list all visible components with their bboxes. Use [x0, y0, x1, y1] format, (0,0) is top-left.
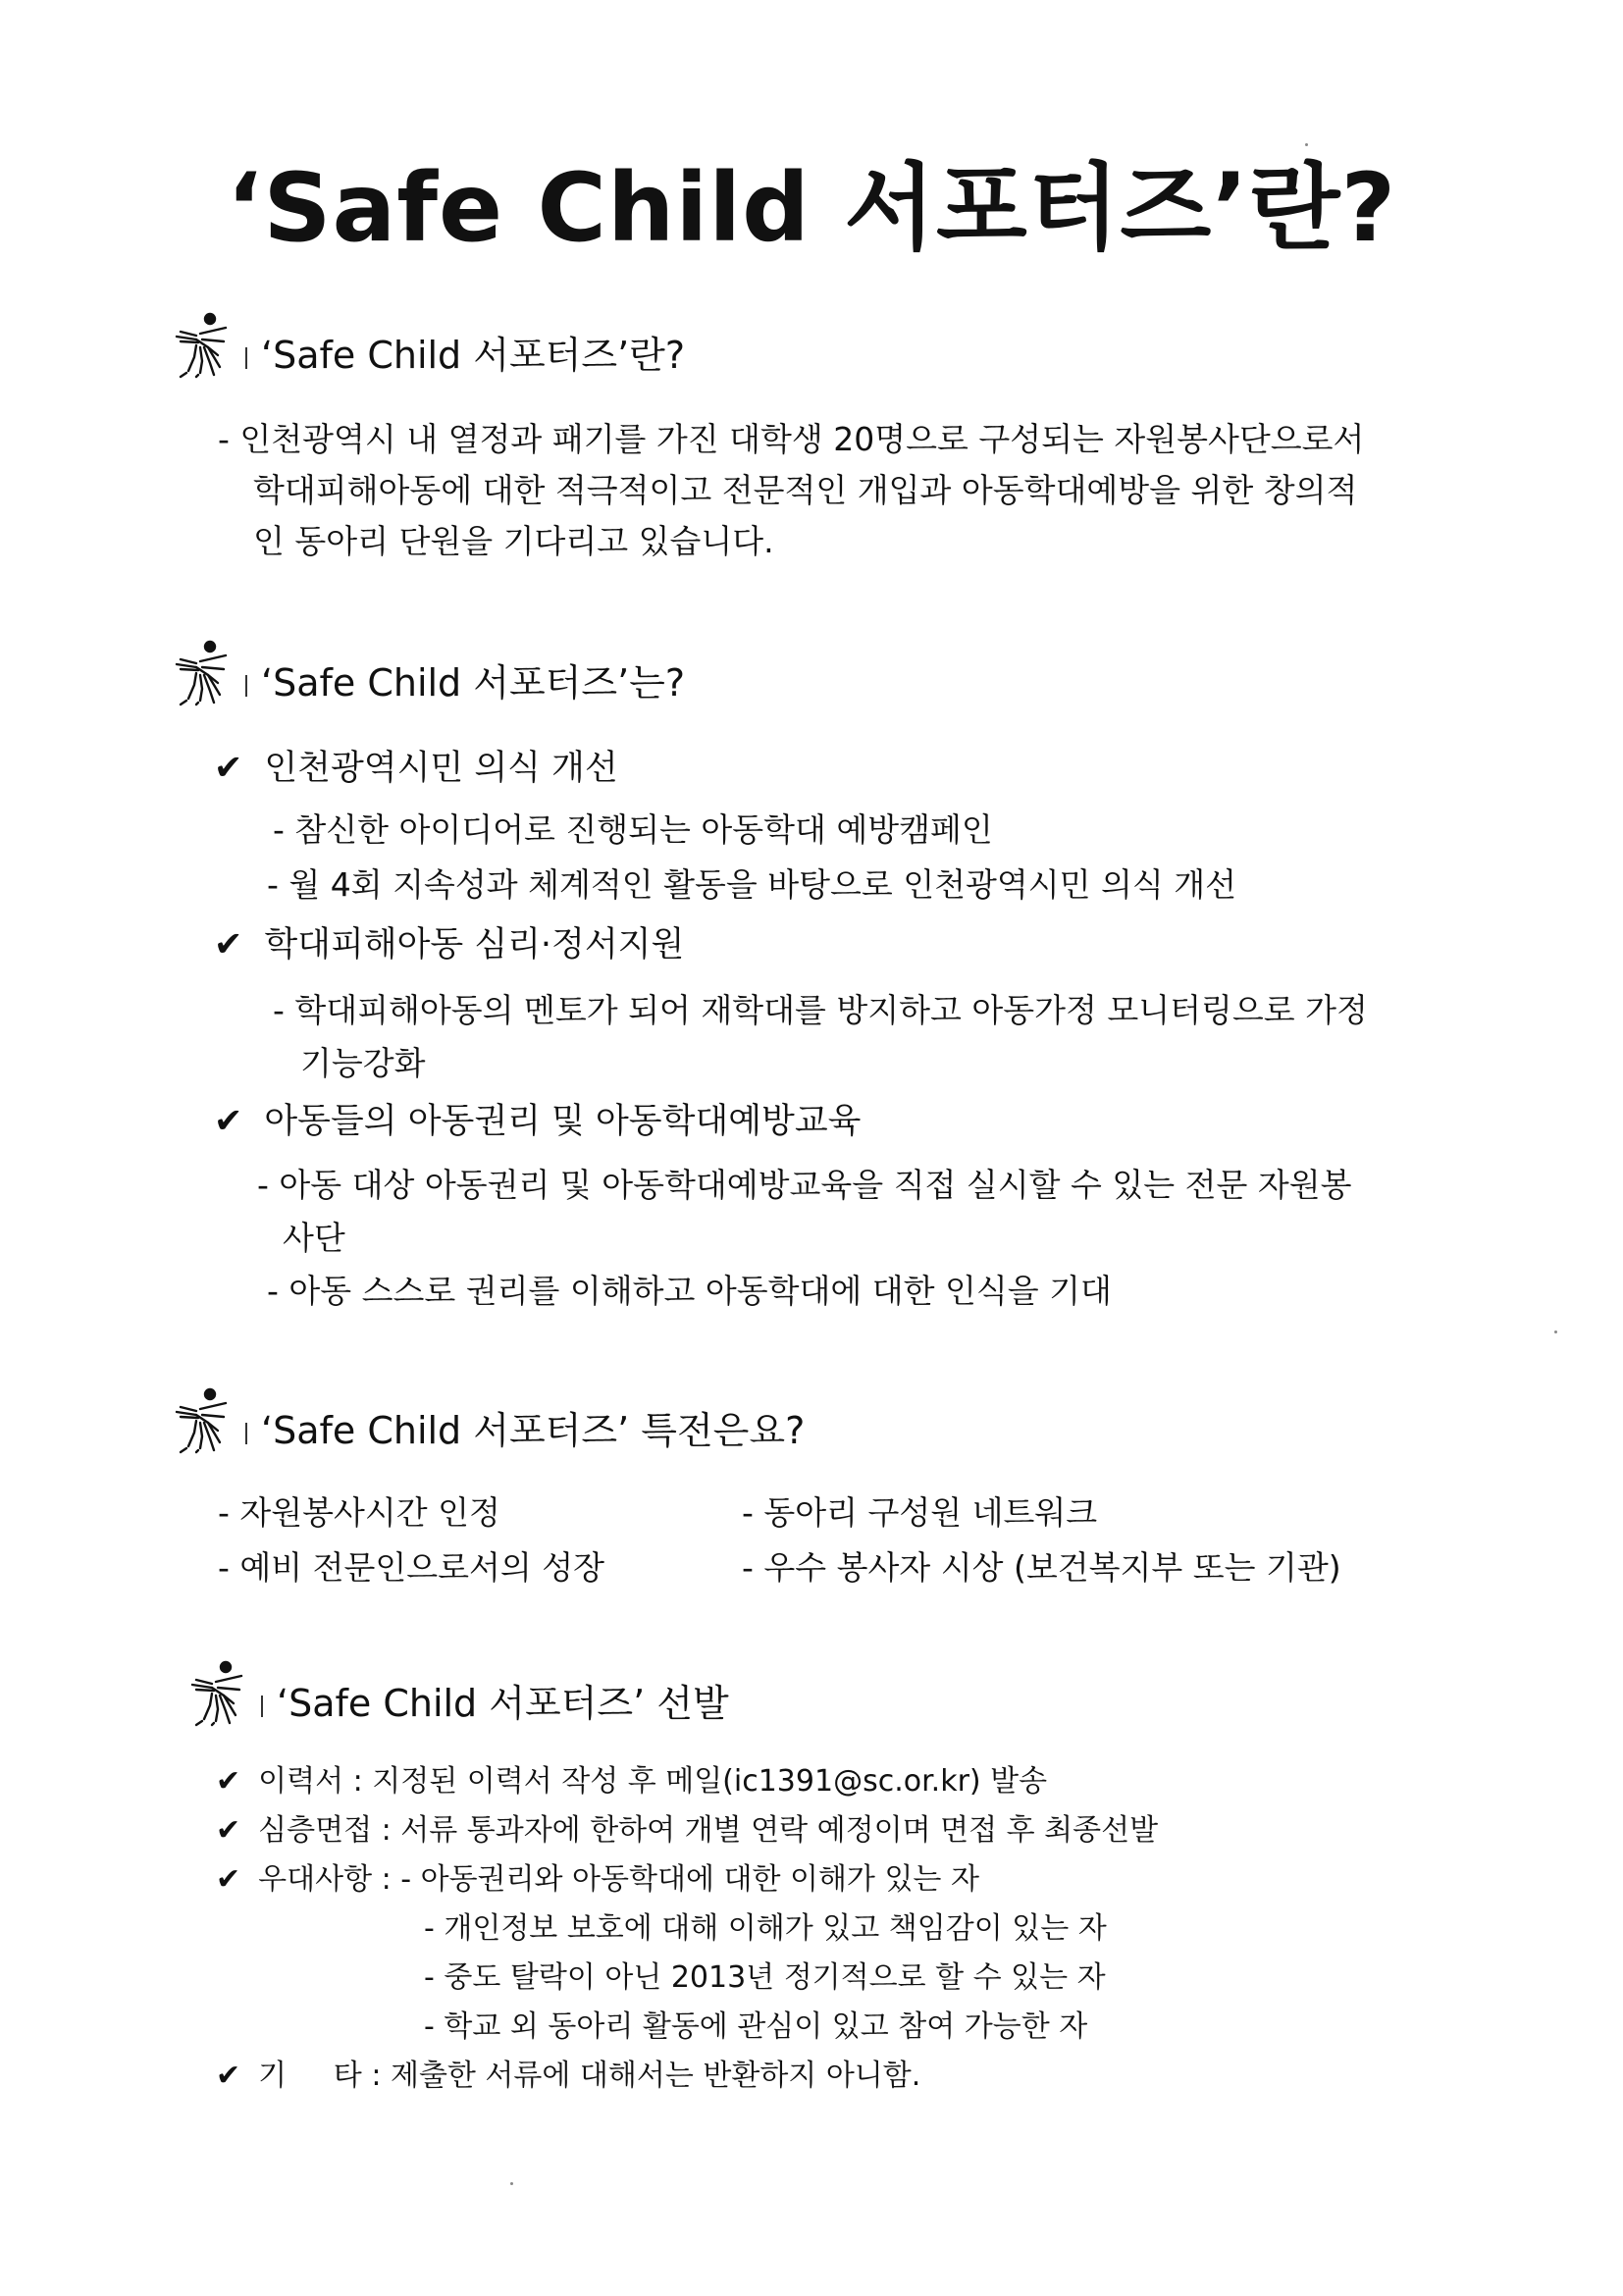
selection-item-etc: [216, 2059, 920, 2094]
dancing-figure-icon: [183, 1658, 255, 1727]
preference-line: - 개인정보 보호에 대해 이해가 있고 책임감이 있는 자: [424, 1911, 1107, 1946]
section-heading-benefits: [167, 1385, 805, 1454]
activity-group-label: 학대피해아동 심리·정서지원: [264, 925, 685, 965]
check-icon: ✔: [214, 925, 243, 965]
scan-speck: [1305, 143, 1308, 146]
activity-detail: - 아동 대상 아동권리 및 아동학대예방교육을 직접 실시할 수 있는 전문 자원봉: [257, 1166, 1352, 1204]
benefit-item: - 자원봉사시간 인정: [218, 1493, 500, 1532]
selection-item-text: 기 타 : 제출한 서류에 대해서는 반환하지 아니함.: [258, 2059, 921, 2093]
check-icon: ✔: [216, 1862, 241, 1897]
check-icon: ✔: [214, 1102, 243, 1141]
section-heading-about: [167, 310, 685, 379]
scan-speck: [510, 2182, 513, 2185]
check-icon: ✔: [216, 1764, 241, 1799]
activity-group-3: [214, 1101, 861, 1142]
dancing-figure-icon: [167, 310, 239, 379]
activity-group-2: [214, 924, 684, 965]
benefit-item: - 우수 봉사자 시상 (보건복지부 또는 기관): [742, 1548, 1341, 1587]
activity-detail: - 월 4회 지속성과 체계적인 활동을 바탕으로 인천광역시민 의식 개선: [267, 865, 1237, 904]
activity-group-label: 인천광역시민 의식 개선: [264, 749, 618, 788]
benefit-item: - 동아리 구성원 네트워크: [742, 1493, 1098, 1532]
selection-item-text: 심층면접 : 서류 통과자에 한하여 개별 연락 예정이며 면접 후 최종선발: [258, 1813, 1159, 1848]
section-heading-text: ‘Safe Child 서포터즈’란?: [261, 334, 686, 378]
activity-group-label: 아동들의 아동권리 및 아동학대예방교육: [264, 1102, 862, 1141]
check-icon: ✔: [216, 2059, 241, 2093]
about-line-2: 학대피해아동에 대한 적극적이고 전문적인 개입과 아동학대예방을 위한 창의적: [253, 471, 1358, 509]
section-heading-text: ‘Safe Child 서포터즈’는?: [261, 661, 686, 705]
activity-detail: - 참신한 아이디어로 진행되는 아동학대 예방캠페인: [273, 810, 993, 849]
selection-item-text: 이력서 : 지정된 이력서 작성 후 메일(ic1391@sc.or.kr) 발송: [258, 1764, 1048, 1799]
check-icon: ✔: [214, 749, 243, 788]
about-line-1: - 인천광역시 내 열정과 패기를 가진 대학생 20명으로 구성되는 자원봉사단으로서: [218, 420, 1365, 458]
activity-group-1: [214, 748, 618, 789]
selection-item-interview: [216, 1813, 1158, 1849]
activity-detail: - 아동 스스로 권리를 이해하고 아동학대에 대한 인식을 기대: [267, 1272, 1112, 1310]
benefit-item: - 예비 전문인으로서의 성장: [218, 1548, 605, 1587]
scan-speck: [1554, 1331, 1557, 1333]
selection-item-preference: [216, 1862, 979, 1898]
activity-detail: 사단: [283, 1219, 345, 1257]
dancing-figure-icon: [167, 638, 239, 706]
preference-line: - 학교 외 동아리 활동에 관심이 있고 참여 가능한 자: [424, 2009, 1088, 2044]
section-heading-text: ‘Safe Child 서포터즈’ 선발: [277, 1682, 729, 1726]
page-title: ‘Safe Child 서포터즈’란?: [226, 153, 1397, 263]
activity-detail: 기능강화: [300, 1044, 426, 1082]
selection-item-text: 우대사항 : - 아동권리와 아동학대에 대한 이해가 있는 자: [258, 1862, 979, 1897]
check-icon: ✔: [216, 1813, 241, 1848]
activity-detail: - 학대피해아동의 멘토가 되어 재학대를 방지하고 아동가정 모니터링으로 가정: [273, 991, 1368, 1029]
about-line-3: 인 동아리 단원을 기다리고 있습니다.: [253, 522, 774, 560]
section-heading-selection: [183, 1658, 729, 1727]
selection-item-resume: [216, 1764, 1047, 1800]
preference-line: - 중도 탈락이 아닌 2013년 정기적으로 할 수 있는 자: [424, 1960, 1106, 1995]
section-heading-activities: [167, 638, 685, 706]
section-heading-text: ‘Safe Child 서포터즈’ 특전은요?: [261, 1409, 806, 1453]
dancing-figure-icon: [167, 1385, 239, 1454]
